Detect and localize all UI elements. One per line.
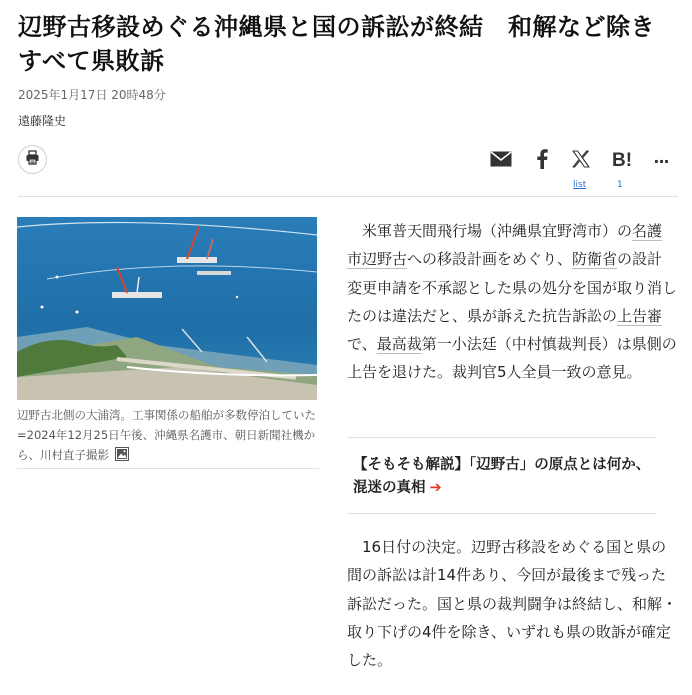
paragraph-text: の設計変更申請を不承認とした県の処分を国が取り消したのは違法だと、県が訴えた抗告訴訟の [347,250,678,325]
paragraph-text: 第一小法廷（中村慎裁判長）は県側の上告を退けた。裁判官5人全員一致の意見。 [347,335,677,382]
related-article-link[interactable] [353,454,653,500]
keyword-link-appeal[interactable]: 上告審 [617,306,663,325]
more-share-button[interactable] [649,148,673,174]
print-button[interactable] [18,145,47,174]
printer-icon [25,150,40,169]
paragraph-text: 米軍普天間飛行場（沖縄県宜野湾市）の [362,222,633,240]
facebook-icon [536,149,548,173]
facebook-share-button[interactable] [531,148,553,174]
hatena-bookmark-icon: B! [611,150,633,171]
caption-divider [17,468,319,469]
image-icon[interactable] [115,447,129,467]
hatena-bookmark-count[interactable]: 1 [617,180,623,190]
article-date: 2025年1月17日 20時48分 [18,88,166,102]
article-title: 辺野古移設めぐる沖縄県と国の訴訟が終結 和解など除き すべて県敗訴 [18,13,655,75]
header-divider [18,196,678,197]
x-share-button[interactable] [570,148,592,174]
photo-caption [17,405,317,467]
related-article-box [347,437,657,514]
related-article-title[interactable]: 【そもそも解説】「辺野古」の原点とは何か、混迷の真相 [353,457,651,496]
paragraph-text: で、 [347,335,377,354]
keyword-link-nago[interactable]: 名護市辺野古 [347,222,663,269]
photo-caption-text: 辺野古北側の大浦湾。工事関係の船舶が多数停泊していた=2024年12月25日午後、沖縄県名護市、朝日新聞社機から、川村直子撮影 [17,408,316,462]
mail-icon [490,151,512,171]
arrow-right-icon: ➔ [429,480,442,496]
x-share-count[interactable]: list [573,180,587,190]
article-paragraph [347,217,677,387]
article-photo[interactable] [17,217,317,400]
x-icon [572,150,590,172]
article-paragraph-2: 16日付の決定。辺野古移設をめぐる国と県の間の訴訟は計14件あり、今回が最後まで残った訴訟だった。国と県の裁判闘争は終結し、和解・取り下げの4件を除き、いずれも県の敗訴が確定した。 [347,538,678,670]
article-author[interactable]: 遠藤隆史 [18,114,67,128]
keyword-link-supreme-court[interactable]: 最高裁 [376,335,422,354]
keyword-link-mod[interactable]: 防衛省 [572,250,618,269]
hatena-bookmark-button[interactable] [609,148,635,174]
more-icon: ··· [653,151,669,171]
mail-share-button[interactable] [488,148,514,174]
paragraph-text: への移設計画をめぐり、 [407,250,573,269]
